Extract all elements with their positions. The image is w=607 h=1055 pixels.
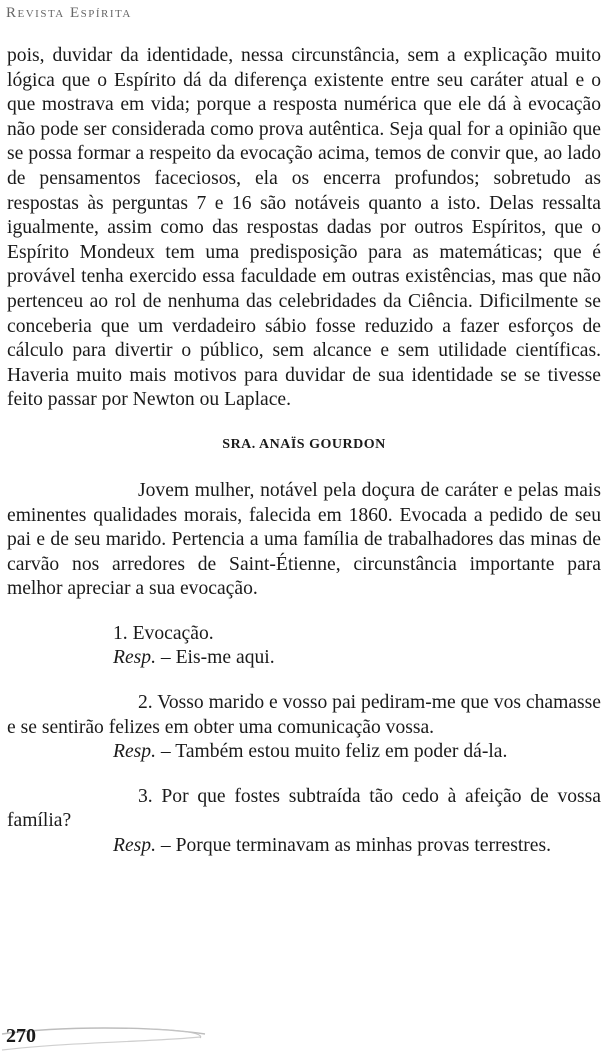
page-number: 270	[6, 1025, 36, 1047]
resp-label: Resp.	[113, 835, 156, 857]
intro-paragraph: Jovem mulher, notável pela doçura de caráter e pelas mais eminentes qualidades morais, falecida em 1860. Evocada a pedido de seu pai e de seu marido. Pertencia a uma família de trabalhadores das minas de carvão nos arredores de Saint-Étienne, circunstância importante para melhor apreciar a sua evocação.	[7, 479, 601, 600]
answer-line	[7, 646, 601, 671]
answer-line	[7, 834, 601, 859]
answer-text: – Também estou muito feliz em poder dá-la.	[156, 741, 508, 763]
page-body	[7, 44, 601, 859]
answer-line	[7, 740, 601, 765]
resp-label: Resp.	[113, 741, 156, 763]
answer-text: – Porque terminavam as minhas provas terrestres.	[156, 835, 552, 857]
resp-label: Resp.	[113, 647, 156, 669]
qa-item	[7, 622, 601, 671]
running-head: Revista Espírita	[6, 5, 132, 21]
paragraph-continuation: pois, duvidar da identidade, nessa circunstância, sem a explicação muito lógica que o Espírito dá da diferença existente entre seu caráter atual e o que mostrava em vida; porque a resposta numérica que ele dá à evocação não pode ser considerada como prova autêntica. Seja qual for a opinião que se possa formar a respeito da evocação acima, temos de convir que, ao lado de pensamentos faceciosos, ela os encerra profundos; sobretudo as respostas às perguntas 7 e 16 são notáveis quanto a isto. Delas ressalta igualmente, assim como das respostas dadas por outros Espíritos, que o Espírito Mondeux tem uma predisposição para as matemáticas; que é provável tenha exercido essa faculdade em outras existências, mas que não pertenceu ao rol de nenhuma das celebridades da Ciência. Dificilmente se conceberia que um verdadeiro sábio fosse reduzido a fazer esforços de cálculo para divertir o público, sem alcance e sem utilidade científicas. Haveria muito mais motivos para duvidar de sua identidade se se tivesse feito passar por Newton ou Laplace.	[7, 45, 601, 411]
qa-item	[7, 785, 601, 859]
question-text: 1. Evocação.	[113, 622, 214, 644]
qa-item	[7, 691, 601, 765]
question-text: 3. Por que fostes subtraída tão cedo à afeição de vossa família?	[7, 785, 601, 832]
section-heading: SRA. ANAÏS GOURDON	[222, 436, 386, 452]
answer-text: – Eis-me aqui.	[156, 647, 275, 669]
question-text: 2. Vosso marido e vosso pai pediram-me que vos chamasse e se sentirão felizes em obter uma comunicação vossa.	[7, 692, 601, 738]
